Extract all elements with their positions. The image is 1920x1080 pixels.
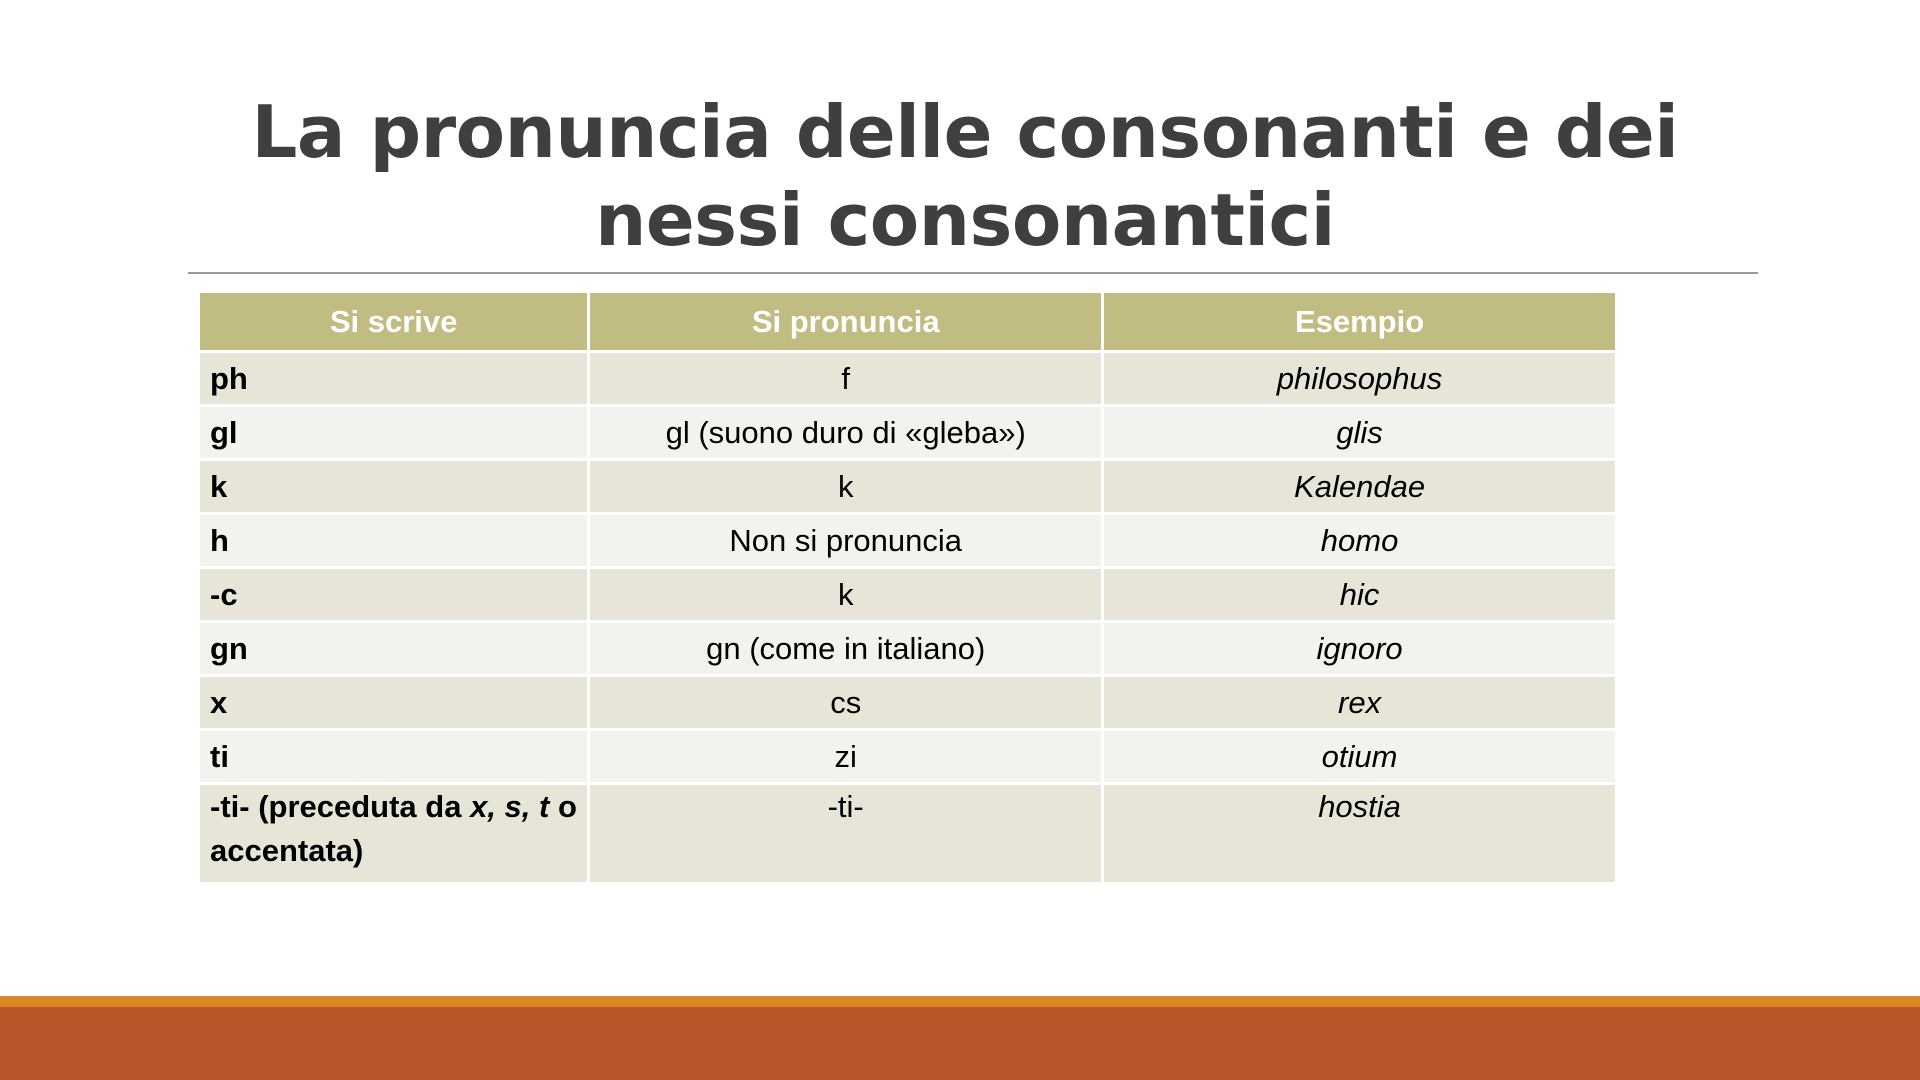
cell-si-scrive: x: [199, 676, 589, 730]
cell-esempio: Kalendae: [1103, 460, 1617, 514]
cell-si-scrive: gl: [199, 406, 589, 460]
cell-si-pronuncia: gn (come in italiano): [589, 622, 1103, 676]
footer-bar: [0, 1007, 1920, 1080]
header-si-pronuncia: Si pronuncia: [589, 292, 1103, 352]
cell-si-pronuncia: zi: [589, 730, 1103, 784]
cell-si-pronuncia: Non si pronuncia: [589, 514, 1103, 568]
cell-si-scrive: [199, 784, 589, 884]
table-row: [199, 622, 1617, 676]
cell-si-pronuncia: gl (suono duro di «gleba»): [589, 406, 1103, 460]
table-row: [199, 460, 1617, 514]
table-row: [199, 514, 1617, 568]
pronunciation-table: [197, 290, 1618, 885]
table-row: [199, 352, 1617, 406]
cell-si-pronuncia: -ti-: [589, 784, 1103, 884]
cell-si-scrive: h: [199, 514, 589, 568]
cell-esempio: otium: [1103, 730, 1617, 784]
cell-esempio: homo: [1103, 514, 1617, 568]
cell-esempio: hic: [1103, 568, 1617, 622]
table-row: [199, 676, 1617, 730]
cell-si-pronuncia: k: [589, 568, 1103, 622]
cell-si-scrive-prefix: -ti- (preceduta da: [210, 789, 471, 824]
cell-si-scrive: k: [199, 460, 589, 514]
cell-si-scrive-italic: x, s, t: [470, 789, 550, 824]
cell-esempio: ignoro: [1103, 622, 1617, 676]
slide-title: La pronuncia delle consonanti e dei nessi consonantici: [251, 90, 1679, 262]
cell-si-pronuncia: f: [589, 352, 1103, 406]
cell-si-scrive: -c: [199, 568, 589, 622]
footer-accent-strip: [0, 996, 1920, 1007]
cell-si-scrive: ph: [199, 352, 589, 406]
cell-si-scrive-suffix: o accentata): [210, 789, 577, 868]
title-divider: [188, 272, 1758, 274]
cell-esempio: glis: [1103, 406, 1617, 460]
cell-si-pronuncia: k: [589, 460, 1103, 514]
cell-si-scrive: gn: [199, 622, 589, 676]
table-row: [199, 568, 1617, 622]
table-row: [199, 784, 1617, 884]
cell-si-scrive: ti: [199, 730, 589, 784]
table-row: [199, 406, 1617, 460]
cell-esempio: philosophus: [1103, 352, 1617, 406]
table-row: [199, 730, 1617, 784]
header-esempio: Esempio: [1103, 292, 1617, 352]
cell-esempio: hostia: [1103, 784, 1617, 884]
cell-si-pronuncia: cs: [589, 676, 1103, 730]
cell-esempio: rex: [1103, 676, 1617, 730]
table-header-row: [199, 292, 1617, 352]
header-si-scrive: Si scrive: [199, 292, 589, 352]
